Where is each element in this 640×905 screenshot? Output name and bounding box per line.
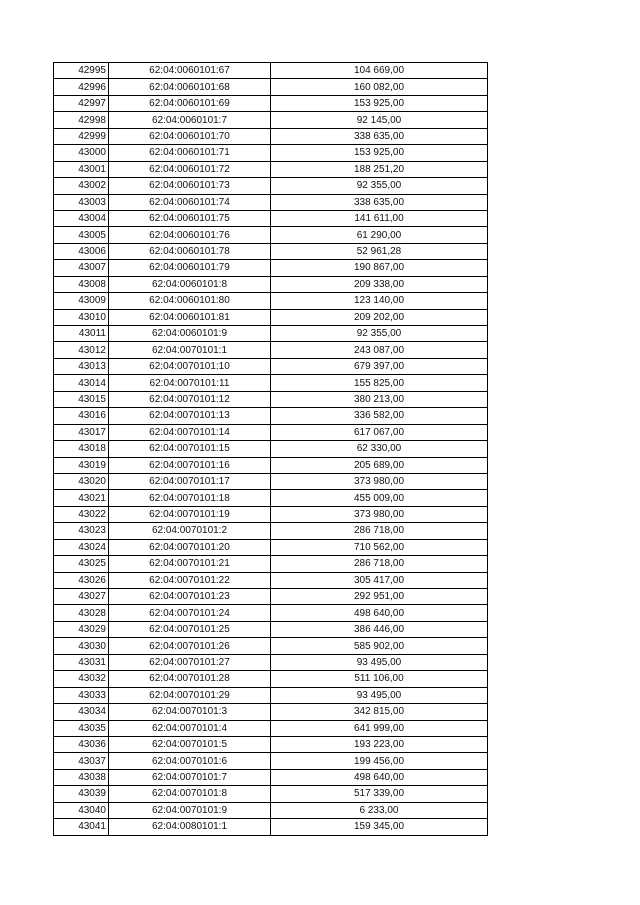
cadastral-value-cell: 679 397,00 — [271, 358, 488, 374]
row-number-cell: 43021 — [54, 490, 109, 506]
cadastral-number-cell: 62:04:0070101:21 — [109, 556, 271, 572]
cadastral-value-cell: 373 980,00 — [271, 473, 488, 489]
cadastral-value-cell: 286 718,00 — [271, 523, 488, 539]
cadastral-number-cell: 62:04:0070101:24 — [109, 605, 271, 621]
row-number-cell: 43029 — [54, 621, 109, 637]
row-number-cell: 43031 — [54, 654, 109, 670]
table-row — [54, 79, 488, 95]
cadastral-value-cell: 92 145,00 — [271, 112, 488, 128]
cadastral-number-cell: 62:04:0070101:12 — [109, 391, 271, 407]
cadastral-number-cell: 62:04:0070101:1 — [109, 342, 271, 358]
table-row — [54, 342, 488, 358]
table-row — [54, 210, 488, 226]
table-row — [54, 276, 488, 292]
cadastral-value-cell: 373 980,00 — [271, 506, 488, 522]
cadastral-value-cell: 585 902,00 — [271, 638, 488, 654]
cadastral-number-cell: 62:04:0060101:72 — [109, 161, 271, 177]
table-row — [54, 112, 488, 128]
cadastral-value-cell: 455 009,00 — [271, 490, 488, 506]
cadastral-number-cell: 62:04:0060101:70 — [109, 128, 271, 144]
cadastral-number-cell: 62:04:0070101:10 — [109, 358, 271, 374]
cadastral-number-cell: 62:04:0070101:20 — [109, 539, 271, 555]
cadastral-number-cell: 62:04:0060101:8 — [109, 276, 271, 292]
cadastral-value-cell: 153 925,00 — [271, 95, 488, 111]
table-row — [54, 194, 488, 210]
cadastral-value-cell: 336 582,00 — [271, 408, 488, 424]
table-row — [54, 556, 488, 572]
cadastral-number-cell: 62:04:0070101:11 — [109, 375, 271, 391]
cadastral-value-cell: 305 417,00 — [271, 572, 488, 588]
cadastral-value-cell: 155 825,00 — [271, 375, 488, 391]
row-number-cell: 43000 — [54, 145, 109, 161]
cadastral-value-cell: 159 345,00 — [271, 819, 488, 835]
row-number-cell: 43038 — [54, 769, 109, 785]
cadastral-number-cell: 62:04:0070101:2 — [109, 523, 271, 539]
row-number-cell: 43041 — [54, 819, 109, 835]
cadastral-value-cell: 710 562,00 — [271, 539, 488, 555]
cadastral-number-cell: 62:04:0060101:68 — [109, 79, 271, 95]
row-number-cell: 43009 — [54, 293, 109, 309]
cadastral-number-cell: 62:04:0060101:75 — [109, 210, 271, 226]
table-row — [54, 293, 488, 309]
row-number-cell: 43020 — [54, 473, 109, 489]
table-row — [54, 753, 488, 769]
cadastral-number-cell: 62:04:0070101:22 — [109, 572, 271, 588]
cadastral-value-cell: 209 338,00 — [271, 276, 488, 292]
cadastral-number-cell: 62:04:0060101:81 — [109, 309, 271, 325]
row-number-cell: 43011 — [54, 326, 109, 342]
cadastral-value-cell: 338 635,00 — [271, 128, 488, 144]
table-row — [54, 424, 488, 440]
table-row — [54, 358, 488, 374]
cadastral-value-cell: 52 961,28 — [271, 243, 488, 259]
row-number-cell: 42997 — [54, 95, 109, 111]
table-row — [54, 227, 488, 243]
row-number-cell: 43003 — [54, 194, 109, 210]
cadastral-value-cell: 199 456,00 — [271, 753, 488, 769]
table-row — [54, 63, 488, 79]
table-row — [54, 819, 488, 835]
cadastral-value-cell: 243 087,00 — [271, 342, 488, 358]
cadastral-value-cell: 292 951,00 — [271, 589, 488, 605]
table-row — [54, 473, 488, 489]
row-number-cell: 43017 — [54, 424, 109, 440]
table-row — [54, 769, 488, 785]
cadastral-value-cell: 190 867,00 — [271, 260, 488, 276]
table-row — [54, 621, 488, 637]
cadastral-value-cell: 286 718,00 — [271, 556, 488, 572]
cadastral-number-cell: 62:04:0070101:5 — [109, 736, 271, 752]
cadastral-value-cell: 517 339,00 — [271, 786, 488, 802]
row-number-cell: 43010 — [54, 309, 109, 325]
cadastral-value-cell: 93 495,00 — [271, 654, 488, 670]
table-row — [54, 654, 488, 670]
row-number-cell: 43012 — [54, 342, 109, 358]
cadastral-value-cell: 123 140,00 — [271, 293, 488, 309]
cadastral-number-cell: 62:04:0060101:73 — [109, 178, 271, 194]
cadastral-value-cell: 160 082,00 — [271, 79, 488, 95]
row-number-cell: 43039 — [54, 786, 109, 802]
row-number-cell: 43030 — [54, 638, 109, 654]
row-number-cell: 43037 — [54, 753, 109, 769]
row-number-cell: 43002 — [54, 178, 109, 194]
table-row — [54, 161, 488, 177]
table-row — [54, 178, 488, 194]
row-number-cell: 43026 — [54, 572, 109, 588]
cadastral-value-cell: 205 689,00 — [271, 457, 488, 473]
table-row — [54, 638, 488, 654]
table-row — [54, 243, 488, 259]
table-row — [54, 490, 488, 506]
row-number-cell: 43004 — [54, 210, 109, 226]
cadastral-number-cell: 62:04:0070101:14 — [109, 424, 271, 440]
cadastral-number-cell: 62:04:0070101:16 — [109, 457, 271, 473]
cadastral-number-cell: 62:04:0070101:23 — [109, 589, 271, 605]
row-number-cell: 43025 — [54, 556, 109, 572]
row-number-cell: 43024 — [54, 539, 109, 555]
cadastral-number-cell: 62:04:0060101:69 — [109, 95, 271, 111]
row-number-cell: 43040 — [54, 802, 109, 818]
table-row — [54, 391, 488, 407]
row-number-cell: 43033 — [54, 687, 109, 703]
cadastral-number-cell: 62:04:0060101:78 — [109, 243, 271, 259]
cadastral-number-cell: 62:04:0070101:8 — [109, 786, 271, 802]
cadastral-value-cell: 61 290,00 — [271, 227, 488, 243]
cadastral-value-cell: 92 355,00 — [271, 178, 488, 194]
table-row — [54, 736, 488, 752]
cadastral-value-cell: 617 067,00 — [271, 424, 488, 440]
cadastral-number-cell: 62:04:0070101:26 — [109, 638, 271, 654]
row-number-cell: 43034 — [54, 704, 109, 720]
cadastral-value-cell: 386 446,00 — [271, 621, 488, 637]
cadastral-number-cell: 62:04:0060101:7 — [109, 112, 271, 128]
cadastral-number-cell: 62:04:0070101:7 — [109, 769, 271, 785]
table-row — [54, 687, 488, 703]
table-row — [54, 309, 488, 325]
row-number-cell: 43001 — [54, 161, 109, 177]
cadastral-value-cell: 342 815,00 — [271, 704, 488, 720]
table-row — [54, 408, 488, 424]
row-number-cell: 43023 — [54, 523, 109, 539]
cadastral-value-cell: 92 355,00 — [271, 326, 488, 342]
cadastral-number-cell: 62:04:0070101:25 — [109, 621, 271, 637]
row-number-cell: 43016 — [54, 408, 109, 424]
cadastral-value-cell: 498 640,00 — [271, 605, 488, 621]
cadastral-value-cell: 104 669,00 — [271, 63, 488, 79]
cadastral-number-cell: 62:04:0070101:9 — [109, 802, 271, 818]
table-row — [54, 145, 488, 161]
row-number-cell: 43005 — [54, 227, 109, 243]
table-row — [54, 605, 488, 621]
cadastral-number-cell: 62:04:0070101:28 — [109, 671, 271, 687]
table-row — [54, 260, 488, 276]
cadastral-value-cell: 641 999,00 — [271, 720, 488, 736]
cadastral-number-cell: 62:04:0070101:15 — [109, 441, 271, 457]
table-row — [54, 671, 488, 687]
row-number-cell: 43013 — [54, 358, 109, 374]
table-row — [54, 523, 488, 539]
cadastral-value-cell: 153 925,00 — [271, 145, 488, 161]
cadastral-value-cell: 209 202,00 — [271, 309, 488, 325]
table-row — [54, 539, 488, 555]
cadastral-number-cell: 62:04:0070101:17 — [109, 473, 271, 489]
row-number-cell: 43006 — [54, 243, 109, 259]
cadastral-value-cell: 62 330,00 — [271, 441, 488, 457]
cadastral-number-cell: 62:04:0070101:3 — [109, 704, 271, 720]
cadastral-number-cell: 62:04:0070101:13 — [109, 408, 271, 424]
table-row — [54, 572, 488, 588]
row-number-cell: 42999 — [54, 128, 109, 144]
row-number-cell: 43036 — [54, 736, 109, 752]
row-number-cell: 43027 — [54, 589, 109, 605]
cadastral-number-cell: 62:04:0060101:74 — [109, 194, 271, 210]
cadastral-value-cell: 188 251,20 — [271, 161, 488, 177]
row-number-cell: 43008 — [54, 276, 109, 292]
table-row — [54, 720, 488, 736]
row-number-cell: 43022 — [54, 506, 109, 522]
table-row — [54, 506, 488, 522]
cadastral-value-cell: 93 495,00 — [271, 687, 488, 703]
cadastral-number-cell: 62:04:0070101:27 — [109, 654, 271, 670]
row-number-cell: 43035 — [54, 720, 109, 736]
cadastral-number-cell: 62:04:0060101:67 — [109, 63, 271, 79]
row-number-cell: 42995 — [54, 63, 109, 79]
cadastral-value-cell: 498 640,00 — [271, 769, 488, 785]
cadastral-value-cell: 6 233,00 — [271, 802, 488, 818]
table-row — [54, 128, 488, 144]
cadastral-number-cell: 62:04:0070101:4 — [109, 720, 271, 736]
table-row — [54, 95, 488, 111]
cadastral-number-cell: 62:04:0070101:29 — [109, 687, 271, 703]
cadastral-value-cell: 141 611,00 — [271, 210, 488, 226]
cadastral-number-cell: 62:04:0070101:18 — [109, 490, 271, 506]
table-row — [54, 589, 488, 605]
cadastral-number-cell: 62:04:0060101:79 — [109, 260, 271, 276]
cadastral-number-cell: 62:04:0070101:6 — [109, 753, 271, 769]
row-number-cell: 43032 — [54, 671, 109, 687]
cadastral-value-cell: 338 635,00 — [271, 194, 488, 210]
table-body — [54, 63, 488, 836]
table-row — [54, 441, 488, 457]
table-row — [54, 326, 488, 342]
row-number-cell: 42998 — [54, 112, 109, 128]
cadastral-number-cell: 62:04:0080101:1 — [109, 819, 271, 835]
row-number-cell: 43028 — [54, 605, 109, 621]
row-number-cell: 43019 — [54, 457, 109, 473]
row-number-cell: 43014 — [54, 375, 109, 391]
row-number-cell: 42996 — [54, 79, 109, 95]
table-row — [54, 802, 488, 818]
cadastral-number-cell: 62:04:0060101:80 — [109, 293, 271, 309]
table-row — [54, 786, 488, 802]
cadastral-number-cell: 62:04:0060101:9 — [109, 326, 271, 342]
row-number-cell: 43018 — [54, 441, 109, 457]
row-number-cell: 43015 — [54, 391, 109, 407]
cadastral-number-cell: 62:04:0060101:71 — [109, 145, 271, 161]
cadastral-number-cell: 62:04:0070101:19 — [109, 506, 271, 522]
cadastral-value-table — [53, 62, 488, 836]
cadastral-value-cell: 511 106,00 — [271, 671, 488, 687]
table-row — [54, 375, 488, 391]
table-row — [54, 457, 488, 473]
cadastral-number-cell: 62:04:0060101:76 — [109, 227, 271, 243]
cadastral-value-cell: 380 213,00 — [271, 391, 488, 407]
row-number-cell: 43007 — [54, 260, 109, 276]
cadastral-value-cell: 193 223,00 — [271, 736, 488, 752]
table-row — [54, 704, 488, 720]
